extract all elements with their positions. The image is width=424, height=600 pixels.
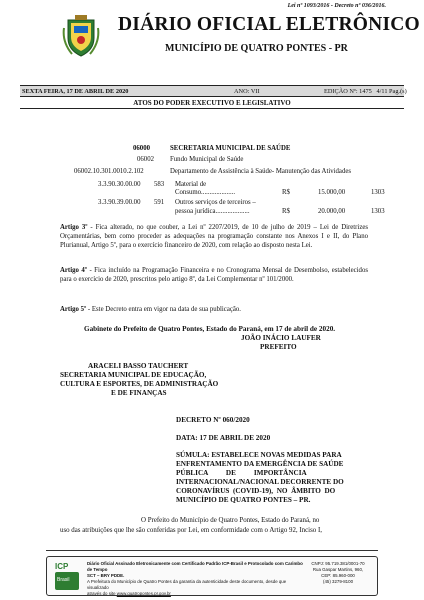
secretary-title: CULTURA E ESPORTES, DE ADMINISTRAÇÃO (60, 380, 219, 388)
footer-line: A Prefeitura do Município de Quatro Pontes da garantia da autenticidade deste documento, desde que visualizado (87, 579, 287, 590)
program-code: 06002.10.301.0010.2.102 (74, 168, 144, 175)
edition-number (324, 88, 407, 95)
decree-sumula: MUNICÍPIO DE QUATRO PONTES – PR. (176, 496, 311, 504)
icp-logo-subtext: Brasil (57, 577, 70, 583)
article-4 (60, 267, 368, 285)
municipality-name: MUNICÍPIO DE QUATRO PONTES - PR (165, 43, 348, 54)
fundo-code: 06002 (137, 156, 154, 163)
article-text: - Este Decreto entra em vigor na data de sua publicação. (86, 306, 241, 313)
budget-row-num: 591 (154, 199, 165, 206)
edition-number-text: EDIÇÃO Nº: 1475 (324, 88, 372, 95)
budget-row-code: 3.3.90.39.00.00 (98, 199, 141, 206)
decree-preamble: O Prefeito do Município de Quatro Pontes, Estado do Paraná, no (141, 517, 320, 524)
footer-cnpj: CNPJ: 95.719.381/0001-70 (311, 561, 365, 566)
footer-phone: (45) 3279-8100 (322, 579, 354, 584)
budget-row-desc: Material de (175, 181, 207, 188)
secretaria-code: 06000 (133, 145, 150, 152)
secretaria-name: SECRETARIA MUNICIPAL DE SAÚDE (170, 145, 291, 152)
secretary-name: ARACELI BASSO TAUCHERT (88, 362, 189, 370)
edition-info-bar (20, 85, 407, 97)
edition-date: SEXTA FEIRA, 17 DE ABRIL DE 2020 (22, 88, 129, 95)
budget-row-currency: R$ (282, 208, 290, 215)
budget-row-desc: Consumo.................... (175, 189, 236, 196)
secretary-title: E DE FINANÇAS (111, 389, 167, 397)
budget-row-num: 583 (154, 181, 165, 188)
budget-row-value: 20.000,00 (318, 208, 346, 215)
section-title: ATOS DO PODER EXECUTIVO E LEGISLATIVO (133, 99, 291, 107)
budget-row-source: 1303 (371, 189, 385, 196)
article-text: - Fica alterado, no que couber, a Lei nº 2207/2019, de 10 de julho de 2019 – Lei de Diretrizes Orçamentárias, bem como proceder as adequações na programação constante nos Anexos I e II, do Plano Plurianual, Artigo 5º, para o exercício financeiro de 2020, com relação ao disposto nesta Lei. (60, 224, 369, 249)
page-title: DIÁRIO OFICIAL ELETRÔNICO (118, 14, 420, 35)
icp-logo-box (55, 572, 79, 590)
decree-number: DECRETO Nº 060/2020 (176, 416, 250, 424)
decree-sumula: CORONAVÍRUS (COVID-19), NO ÂMBITO DO (176, 487, 336, 495)
budget-row-source: 1303 (371, 208, 385, 215)
decree-preamble: uso das atribuições que lhe são conferidas por Lei, em conformidade com o Artigo 92, Inciso I, (60, 527, 322, 534)
law-reference: Lei nº 1093/2016 - Decreto nº 036/2016. (287, 3, 386, 9)
fundo-name: Fundo Municipal de Saúde (170, 156, 244, 163)
footer-contact (305, 561, 371, 585)
icp-logo-text: ICP (55, 562, 69, 571)
footer-line: SCT – BRY PDDE. (87, 573, 125, 578)
budget-row-code: 3.3.90.30.00.00 (98, 181, 141, 188)
article-label: Artigo 4º (60, 267, 87, 274)
decree-sumula: PÚBLICA DE IMPORTÂNCIA (176, 469, 307, 477)
icp-brasil-logo (55, 562, 81, 592)
section-divider (20, 108, 404, 109)
secretary-title: SECRETARIA MUNICIPAL DE EDUCAÇÃO, (60, 371, 207, 379)
budget-row-value: 15.000,00 (318, 189, 346, 196)
gabinete-line: Gabinete do Prefeito de Quatro Pontes, Estado do Paraná, em 17 de abril de 2020. (84, 325, 336, 333)
decree-date: DATA: 17 DE ABRIL DE 2020 (176, 434, 271, 442)
article-text: - Fica incluído na Programação Financeira e no Cronograma Mensal de Desembolso, estabelecidos para o exercício de 2020, prescritos pelo artigo 8º, da Lei Complementar nº 101/2000. (60, 267, 368, 283)
footer-divider (46, 550, 378, 551)
footer-line-link (87, 591, 307, 597)
decree-sumula: ENFRENTAMENTO DA EMERGÊNCIA DE SAÚDE (176, 460, 344, 468)
website-link[interactable]: www.quatropontes.pr.gov.br (116, 591, 171, 596)
decree-sumula: INTERNACIONAL/NACIONAL DECORRENTE DO (176, 478, 344, 486)
footer (46, 556, 378, 596)
budget-row-currency: R$ (282, 189, 290, 196)
footer-line: Diário Oficial Assinado Eletronicamente com Certificado Padrão ICP-Brasil e Protocolado com Carimbo de Tempo (87, 561, 303, 572)
footer-address: Rua Gaspar Martins, 960, (312, 567, 364, 572)
coat-of-arms-icon (62, 14, 100, 58)
footer-notice (87, 561, 307, 597)
prefeito-name: JOÃO INÁCIO LAUFER (241, 334, 321, 342)
article-3 (60, 224, 368, 250)
article-label: Artigo 3º (60, 224, 88, 231)
budget-row-desc: pessoa jurídica.................... (175, 208, 250, 215)
footer-cep: CEP: 85.960-000 (321, 573, 355, 578)
article-5 (60, 306, 368, 315)
budget-row-desc: Outros serviços de terceiros – (175, 199, 256, 206)
edition-year: ANO: VII (234, 88, 260, 95)
decree-sumula: SÚMULA: ESTABELECE NOVAS MEDIDAS PARA (176, 451, 342, 459)
prefeito-title: PREFEITO (260, 343, 297, 351)
footer-link-prefix: através do site (87, 591, 117, 596)
article-label: Artigo 5º (60, 306, 87, 313)
edition-pages: 4/11 Pag.(s) (376, 88, 407, 95)
program-name: Departamento de Assistência à Saúde- Manutenção das Atividades (170, 168, 352, 175)
